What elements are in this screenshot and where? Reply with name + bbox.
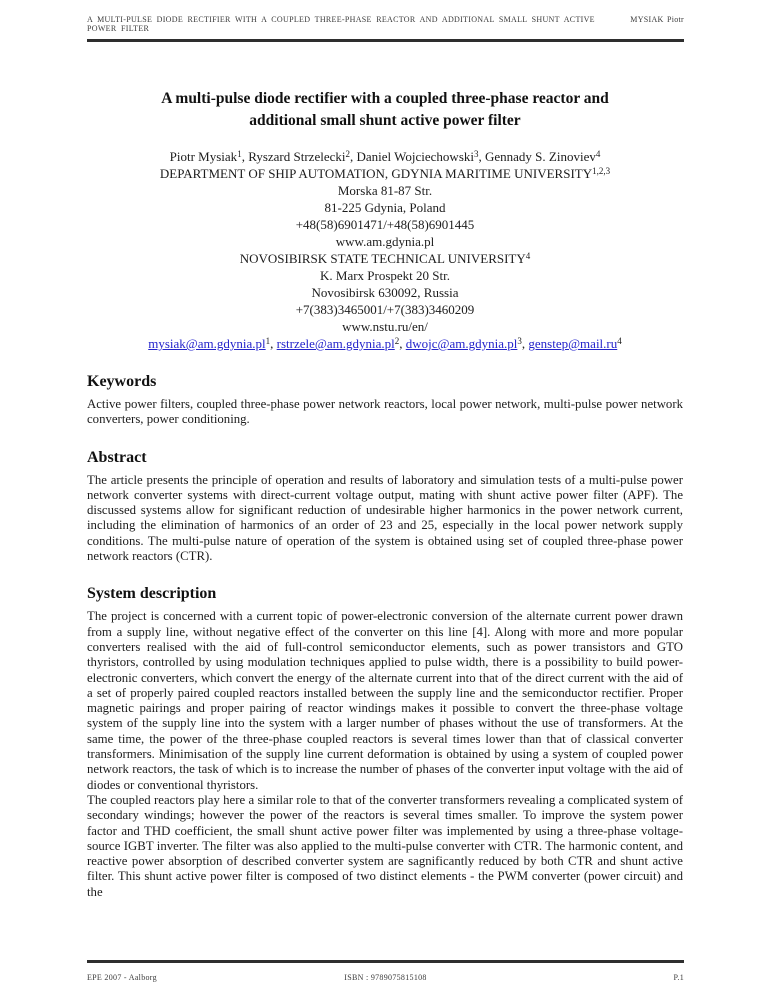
page-footer (87, 960, 684, 982)
email-link-2[interactable]: rstrzele@am.gdynia.pl (276, 336, 395, 351)
author-1: Piotr Mysiak (169, 149, 238, 164)
address-2-street: K. Marx Prospekt 20 Str. (320, 268, 450, 283)
email-link-1[interactable]: mysiak@am.gdynia.pl (148, 336, 266, 351)
system-description-heading: System description (87, 585, 217, 603)
author-1-superscript: 1 (237, 149, 242, 159)
page-header (87, 15, 684, 33)
abstract-text: The article presents the principle of operation and results of laboratory and simulation tests of a multi-pulse power network converter systems with direct-current voltage output, mating with shunt active power filter (APF). The discussed systems allow for significant reduction of undesirable higher harmonics in the power network current, including the elimination of harmonics of an order of 23 and 25, especially in the local power network supply conditions. The multi-pulse nature of operation of the system is obtained using set of coupled three-phase power network reactors (CTR). (87, 472, 683, 564)
email-separator: , (399, 336, 406, 351)
address-2-city: Novosibirsk 630092, Russia (311, 285, 459, 300)
address-1-city: 81-225 Gdynia, Poland (324, 200, 446, 215)
footer-isbn: ISBN : 9789075815108 (344, 972, 427, 982)
running-head-title: A MULTI-PULSE DIODE RECTIFIER WITH A COUPLED THREE-PHASE REACTOR AND ADDITIONAL SMALL SHUNT ACTIVE POWER FILTER (87, 15, 595, 33)
system-description-paragraph-2: The coupled reactors play here a similar role to that of the converter transformers revealing a complicated system of secondary windings; however the power of the reactors is several times smaller. To improve the system power factor and THD coefficient, the small shunt active power filter was implemented by using a three-phase voltage-source IGBT inverter. The filter was also applied to the multi-pulse converter with CTR. The harmonic content, and reactive power absorption of described converter system are sagnificantly reduced by both CTR and shunt active filter. This shunt active power filter is composed of two distinct elements - the PWM converter (power circuit) and the (87, 792, 683, 899)
author-4: , Gennady S. Zinoviev (478, 149, 596, 164)
author-names-line (87, 148, 683, 165)
footer-row (87, 973, 684, 982)
email-2-superscript: 2 (394, 336, 400, 346)
footer-rule (87, 960, 684, 963)
address-2-phone: +7(383)3465001/+7(383)3460209 (295, 302, 475, 317)
email-4-superscript: 4 (617, 336, 622, 346)
header-rule (87, 39, 684, 42)
email-3-superscript: 3 (517, 336, 522, 346)
address-1-website: www.am.gdynia.pl (335, 234, 435, 249)
author-4-superscript: 4 (595, 149, 601, 159)
email-separator: , (521, 336, 529, 351)
affiliation-1 (87, 165, 683, 182)
address-2-website: www.nstu.ru/en/ (342, 319, 428, 334)
email-line (87, 335, 683, 352)
email-link-3[interactable]: dwojc@am.gdynia.pl (405, 336, 518, 351)
affiliation-1-name: DEPARTMENT OF SHIP AUTOMATION, GDYNIA MARITIME UNIVERSITY (159, 166, 593, 181)
running-head-author: MYSIAK Piotr (630, 15, 684, 24)
author-2: , Ryszard Strzelecki (241, 149, 346, 164)
paper-title (87, 88, 683, 132)
affiliation-1-superscript: 1,2,3 (592, 166, 611, 176)
paper-title-line2: additional small shunt active power filter (249, 112, 521, 129)
email-separator: , (270, 336, 277, 351)
author-block (87, 148, 683, 352)
keywords-heading: Keywords (87, 373, 157, 390)
email-link-4[interactable]: genstep@mail.ru (528, 336, 618, 351)
footer-conference: EPE 2007 - Aalborg (87, 972, 157, 982)
address-1-street: Morska 81-87 Str. (337, 183, 433, 198)
affiliation-2-name: NOVOSIBIRSK STATE TECHNICAL UNIVERSITY (239, 251, 526, 266)
email-1-superscript: 1 (265, 336, 271, 346)
keywords-text: Active power filters, coupled three-phase power network reactors, local power network, multi-pulse power network converters, power conditioning. (87, 397, 683, 427)
footer-page-number: P.1 (673, 972, 684, 982)
system-description-paragraph-1: The project is concerned with a current topic of power-electronic conversion of the alternate current power drawn from a supply line, without negative effect of the converter on this line [4]. Along with more and more popular converters realised with the aid of full-control semiconductor elements, such as power transistors and GTO thyristors, controlled by using modulation techniques applied to pulse width, there is a possibility to build power-electronic converters, which convert the energy of the alternate current into that of the direct current with the aid of a set of properly paired coupled reactors installed between the supply line and the semiconductor rectifier. Proper magnetic pairings and proper pairing of reactor windings makes it possible to convert the three-phase voltage system of the supply line into the system with a larger number of phases without the use of transformers. At the same time, the power of the three-phase coupled reactors is several times lower than that of classical converter transformers. Minimisation of the supply line current deformation is obtained by using a system of coupled power network reactors, the task of which is to increase the number of phases of the converter input voltage with the aid of diodes or conventional thyristors. (87, 609, 683, 792)
affiliation-2 (87, 250, 683, 267)
author-2-superscript: 2 (345, 149, 350, 159)
address-1-phone: +48(58)6901471/+48(58)6901445 (295, 217, 475, 232)
author-3: , Daniel Wojciechowski (350, 149, 474, 164)
paper-title-line1: A multi-pulse diode rectifier with a coupled three-phase reactor and (161, 90, 609, 107)
affiliation-2-superscript: 4 (525, 251, 531, 261)
abstract-heading: Abstract (87, 448, 147, 466)
author-3-superscript: 3 (474, 149, 479, 159)
